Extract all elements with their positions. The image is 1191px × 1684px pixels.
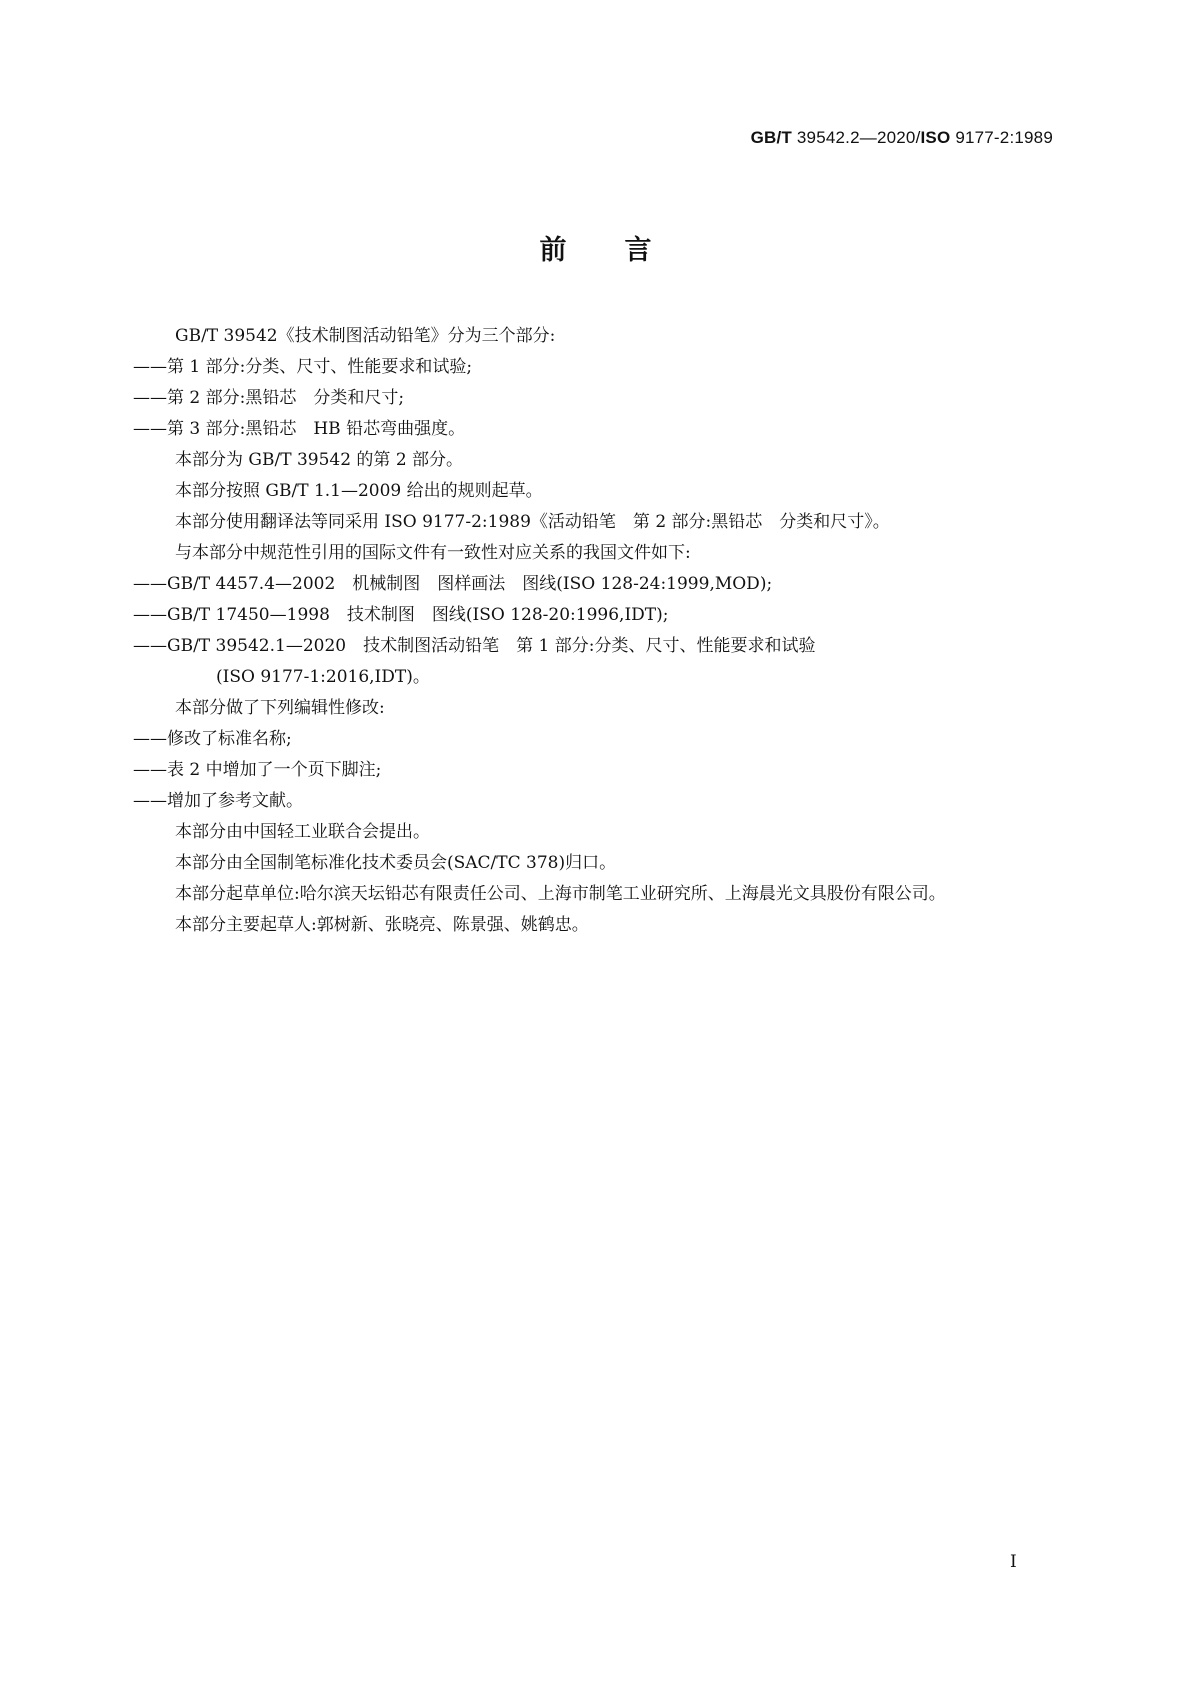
list-item-change-footnote: ——表 2 中增加了一个页下脚注; [133,760,382,780]
list-item-part-2: ——第 2 部分:黑铅芯 分类和尺寸; [133,388,405,408]
standard-code-header [751,128,1053,148]
list-item-gb-39542-1: ——GB/T 39542.1—2020 技术制图活动铅笔 第 1 部分:分类、尺寸、性能要求和试验 [133,636,816,656]
list-item-gb-17450: ——GB/T 17450—1998 技术制图 图线(ISO 128-20:1996,IDT); [133,605,669,625]
standard-code-number: 39542.2—2020/ [791,128,921,147]
page-number: I [1010,1552,1017,1572]
paragraph-drafting-organizations: 本部分起草单位:哈尔滨天坛铅芯有限责任公司、上海市制笔工业研究所、上海晨光文具股份有限公司。 [175,884,946,904]
list-item-change-bibliography: ——增加了参考文献。 [133,791,303,811]
list-item-part-1: ——第 1 部分:分类、尺寸、性能要求和试验; [133,357,473,377]
list-item-gb-4457: ——GB/T 4457.4—2002 机械制图 图样画法 图线(ISO 128-24:1999,MOD); [133,574,773,594]
paragraph-editorial-changes: 本部分做了下列编辑性修改: [175,698,385,718]
paragraph-drafters: 本部分主要起草人:郭树新、张晓亮、陈景强、姚鹤忠。 [175,915,589,935]
paragraph-correspondence: 与本部分中规范性引用的国际文件有一致性对应关系的我国文件如下: [175,543,691,563]
paragraph-proposed-by: 本部分由中国轻工业联合会提出。 [175,822,430,842]
standard-code-iso-number: 9177-2:1989 [950,128,1053,147]
list-item-gb-39542-1-continued: (ISO 9177-1:2016,IDT)。 [216,667,430,687]
paragraph-adoption: 本部分使用翻译法等同采用 ISO 9177-2:1989《活动铅笔 第 2 部分:黑铅芯 分类和尺寸》。 [175,512,890,532]
standard-code-prefix: GB/T [750,128,792,147]
page-title: 前言 [539,235,710,266]
list-item-change-name: ——修改了标准名称; [133,729,292,749]
paragraph-drafting-rules: 本部分按照 GB/T 1.1—2009 给出的规则起草。 [175,481,543,501]
paragraph-administered-by: 本部分由全国制笔标准化技术委员会(SAC/TC 378)归口。 [175,853,617,873]
paragraph-part-statement: 本部分为 GB/T 39542 的第 2 部分。 [175,450,464,470]
paragraph-parts-intro: GB/T 39542《技术制图活动铅笔》分为三个部分: [175,326,556,346]
list-item-part-3: ——第 3 部分:黑铅芯 HB 铅芯弯曲强度。 [133,419,466,439]
standard-code-iso: ISO [920,128,951,147]
foreword-body [133,321,1055,941]
